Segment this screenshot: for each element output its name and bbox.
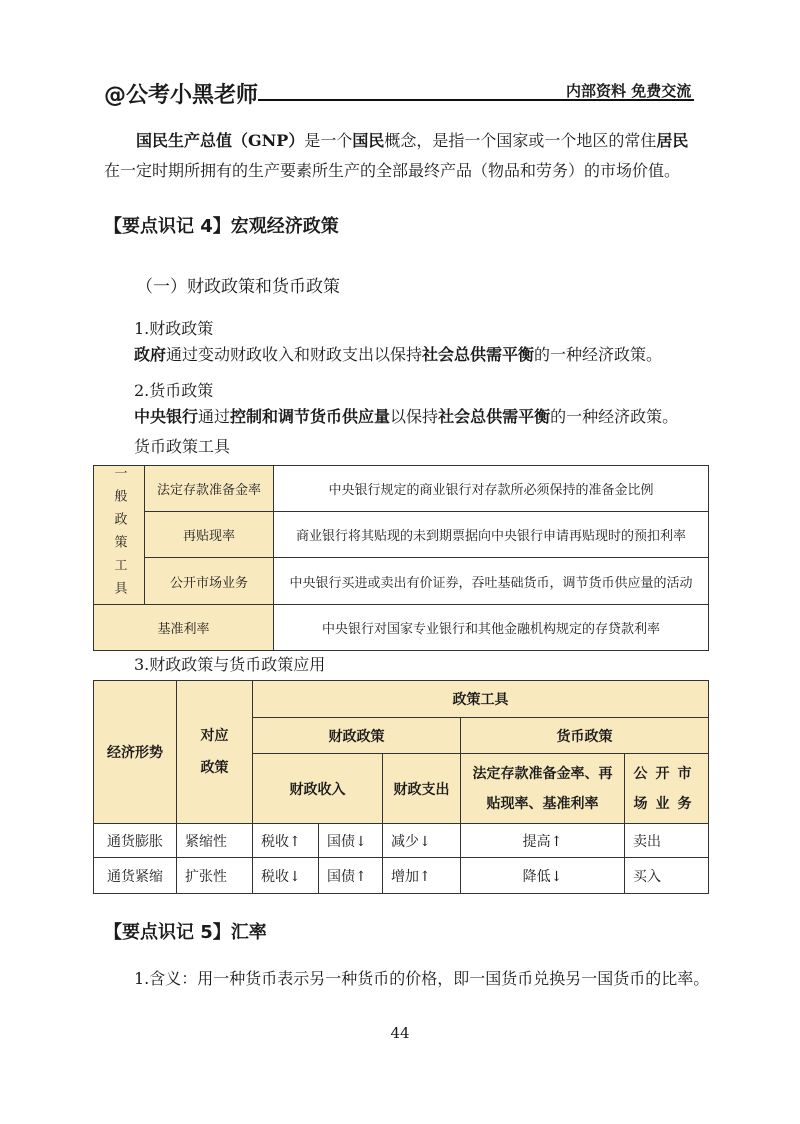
brand-title: @公考小黑老师 (104, 83, 259, 108)
spending-header: 财政支出 (383, 754, 461, 824)
section4-subtitle: （一）财政政策和货币政策 (136, 277, 340, 297)
header-note: 内部资料 免费交流 (566, 82, 692, 100)
policy-header: 对应政策 (177, 681, 253, 824)
tool-name: 法定存款准备金率 (145, 466, 274, 512)
tool-name: 再贴现率 (145, 511, 274, 558)
table-row (94, 558, 709, 605)
fiscal-definition: 政府通过变动财政收入和财政支出以保持社会总供需平衡的一种经济政策。 (134, 345, 663, 364)
rates-header: 法定存款准备金率、再贴现率、基准利率 (461, 754, 625, 824)
tool-description: 中央银行规定的商业银行对存款所必须保持的准备金比例 (274, 466, 709, 512)
gnp-resident: 居民 (656, 131, 689, 150)
tool-name: 公开市场业务 (145, 558, 274, 605)
table-row: 通货紧缩 扩张性 税收↓ 国债↑ 增加↑ 降低↓ 买入 (94, 858, 709, 894)
fiscal-heading: 1.财政政策 (134, 319, 214, 338)
tool-description: 中央银行买进或卖出有价证券，吞吐基础货币，调节货币供应量的活动 (274, 558, 709, 605)
monetary-definition: 中央银行通过控制和调节货币供应量以保持社会总供需平衡的一种经济政策。 (134, 407, 679, 426)
gnp-concept: 国民 (352, 131, 385, 150)
section5-title: 【要点识记 5】汇率 (104, 922, 267, 943)
page-number: 44 (390, 1024, 410, 1042)
monetary-header: 货币政策 (461, 718, 709, 754)
application-heading: 3.财政政策与货币政策应用 (134, 655, 326, 674)
fiscal-header: 财政政策 (253, 718, 461, 754)
gnp-paragraph: 国民生产总值（GNP）是一个国民概念，是指一个国家或一个地区的常住居民在一定时期所拥有的生产要素所生产的全部最终产品（物品和劳务）的市场价值。 (104, 131, 689, 180)
table-row (94, 511, 709, 558)
table-row: 通货膨胀 紧缩性 税收↑ 国债↓ 减少↓ 提高↑ 卖出 (94, 824, 709, 858)
monetary-heading: 2.货币政策 (134, 381, 214, 400)
table-row (94, 605, 709, 651)
gnp-term: 国民生产总值（GNP） (136, 131, 305, 150)
situation-header: 经济形势 (94, 681, 177, 824)
tool-description: 商业银行将其贴现的未到期票据向中央银行申请再贴现时的预扣利率 (274, 511, 709, 558)
tools-caption: 货币政策工具 (134, 437, 231, 456)
table-row (94, 466, 709, 512)
section4-title: 【要点识记 4】宏观经济政策 (104, 216, 339, 237)
application-table (93, 680, 709, 894)
open-market-header: 公开市场业务 (625, 754, 709, 824)
base-rate-name: 基准利率 (94, 605, 274, 651)
exchange-rate-definition: 1.含义：用一种货币表示另一种货币的价格，即一国货币兑换另一国货币的比率。 (134, 969, 710, 988)
base-rate-description: 中央银行对国家专业银行和其他金融机构规定的存贷款利率 (274, 605, 709, 651)
monetary-tools-table (93, 465, 709, 651)
tools-header: 政策工具 (253, 681, 709, 718)
revenue-header: 财政收入 (253, 754, 383, 824)
general-tools-label: 一般政策工具 (94, 466, 145, 605)
